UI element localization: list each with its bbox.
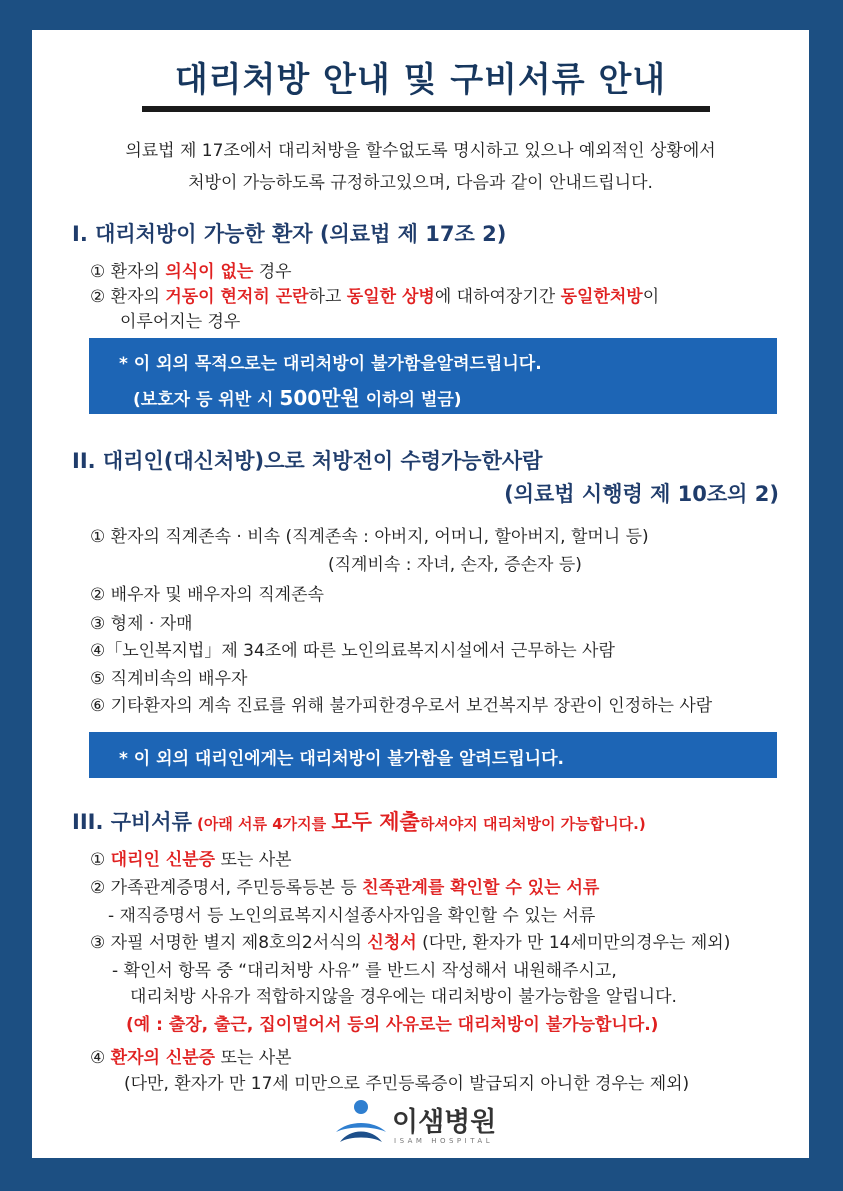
section2-item: (직계비속 : 자녀, 손자, 증손자 등) [328, 555, 582, 575]
hospital-logo-name: 이샘병원 [392, 1107, 497, 1138]
section3-heading-row [72, 806, 646, 836]
notice-line: * 이 외의 대리인에게는 대리처방이 불가함을 알려드립니다. [119, 749, 564, 769]
highlight: 친족관계를 확인할 수 있는 서류 [362, 878, 600, 898]
section1-item-2 [90, 282, 659, 307]
section3-item-3 [90, 928, 730, 953]
section1-item-1 [90, 257, 292, 282]
notice-line-1: * 이 외의 목적으로는 대리처방이 불가함을알려드립니다. [119, 354, 542, 374]
heading-note: (아래 서류 4가지를 [196, 815, 332, 833]
heading-note: 하셔야지 대리처방이 가능합니다.) [419, 815, 646, 833]
heading-note-emphasis: 모두 제출 [331, 810, 420, 834]
section2-item: ⑤ 직계비속의 배우자 [90, 669, 248, 689]
hospital-logo-subtitle: ISAM HOSPITAL [394, 1137, 494, 1145]
section1-item-2-cont: 이루어지는 경우 [120, 312, 241, 332]
text: ② 가족관계증명서, 주민등록등본 등 [90, 878, 363, 898]
highlight: 의식이 없는 [165, 262, 254, 282]
title-underline [142, 106, 710, 112]
highlight: 거동이 현저히 곤란 [165, 287, 309, 307]
text: (보호자 등 위반 시 [133, 390, 280, 410]
page-title: 대리처방 안내 및 구비서류 안내 [174, 60, 667, 100]
section3-item-3-sub-3: (예 : 출장, 출근, 집이멀어서 등의 사유로는 대리처방이 불가능합니다.) [126, 1015, 659, 1035]
section3-item-4 [90, 1043, 292, 1068]
highlight: 신청서 [367, 933, 417, 953]
section2-item: ③ 형제 · 자매 [90, 614, 193, 634]
intro-line-2: 처방이 가능하도록 규정하고있으며, 다음과 같이 안내드립니다. [188, 173, 653, 193]
section2-item: ④「노인복지법」제 34조에 따른 노인의료복지시설에서 근무하는 사람 [90, 641, 615, 661]
notice-line-2 [133, 382, 462, 411]
section2-item: ⑥ 기타환자의 계속 진료를 위해 불가피한경우로서 보건복지부 장관이 인정하는 사람 [90, 696, 713, 716]
section3-item-2-sub: - 재직증명서 등 노인의료복지시설종사자임을 확인할 수 있는 서류 [108, 906, 596, 926]
notice-page [32, 30, 809, 1158]
text: ④ [90, 1048, 111, 1068]
highlight: 환자의 신분증 [110, 1048, 216, 1068]
section3-item-4-sub: (다만, 환자가 만 17세 미만으로 주민등록증이 발급되지 아니한 경우는 제외) [124, 1074, 690, 1094]
text: 이하의 벌금) [359, 390, 462, 410]
section3-heading: III. 구비서류 [72, 810, 192, 834]
section3-item-2 [90, 873, 599, 898]
text: 이 [642, 287, 660, 307]
section2-item: ② 배우자 및 배우자의 직계존속 [90, 585, 324, 605]
text: ③ 자필 서명한 별지 제8호의2서식의 [90, 933, 368, 953]
fine-amount: 500만원 [279, 386, 360, 410]
highlight: 동일한처방 [560, 287, 643, 307]
text: ① [90, 850, 111, 870]
section3-item-1 [90, 845, 292, 870]
text: (다만, 환자가 만 14세미만의경우는 제외) [416, 933, 731, 953]
section2-heading-ref: (의료법 시행령 제 10조의 2) [504, 482, 779, 506]
intro-line-1: 의료법 제 17조에서 대리처방을 할수없도록 명시하고 있으나 예외적인 상황에서 [125, 141, 716, 161]
section3-item-3-sub-2: 대리처방 사유가 적합하지않을 경우에는 대리처방이 불가능함을 알립니다. [130, 987, 677, 1007]
section1-heading: I. 대리처방이 가능한 환자 (의료법 제 17조 2) [72, 222, 507, 246]
text: ② 환자의 [90, 287, 166, 307]
highlight: 대리인 신분증 [110, 850, 216, 870]
section2-heading: II. 대리인(대신처방)으로 처방전이 수령가능한사람 [72, 449, 543, 473]
text: 경우 [253, 262, 292, 282]
section2-item: ① 환자의 직계존속 · 비속 (직계존속 : 아버지, 어머니, 할아버지, 할머니 등) [90, 527, 649, 547]
section2-notice-box [89, 732, 777, 778]
text: 또는 사본 [215, 1048, 292, 1068]
text: ① 환자의 [90, 262, 166, 282]
highlight: 동일한 상병 [346, 287, 435, 307]
section1-notice-box [89, 338, 777, 414]
text: 또는 사본 [215, 850, 292, 870]
text: 하고 [308, 287, 347, 307]
hospital-logo [334, 1098, 504, 1148]
text: 에 대하여장기간 [434, 287, 561, 307]
section3-item-3-sub-1: - 확인서 항목 중 “대리처방 사유” 를 반드시 작성해서 내원해주시고, [112, 961, 617, 981]
hospital-logo-icon [334, 1098, 388, 1146]
